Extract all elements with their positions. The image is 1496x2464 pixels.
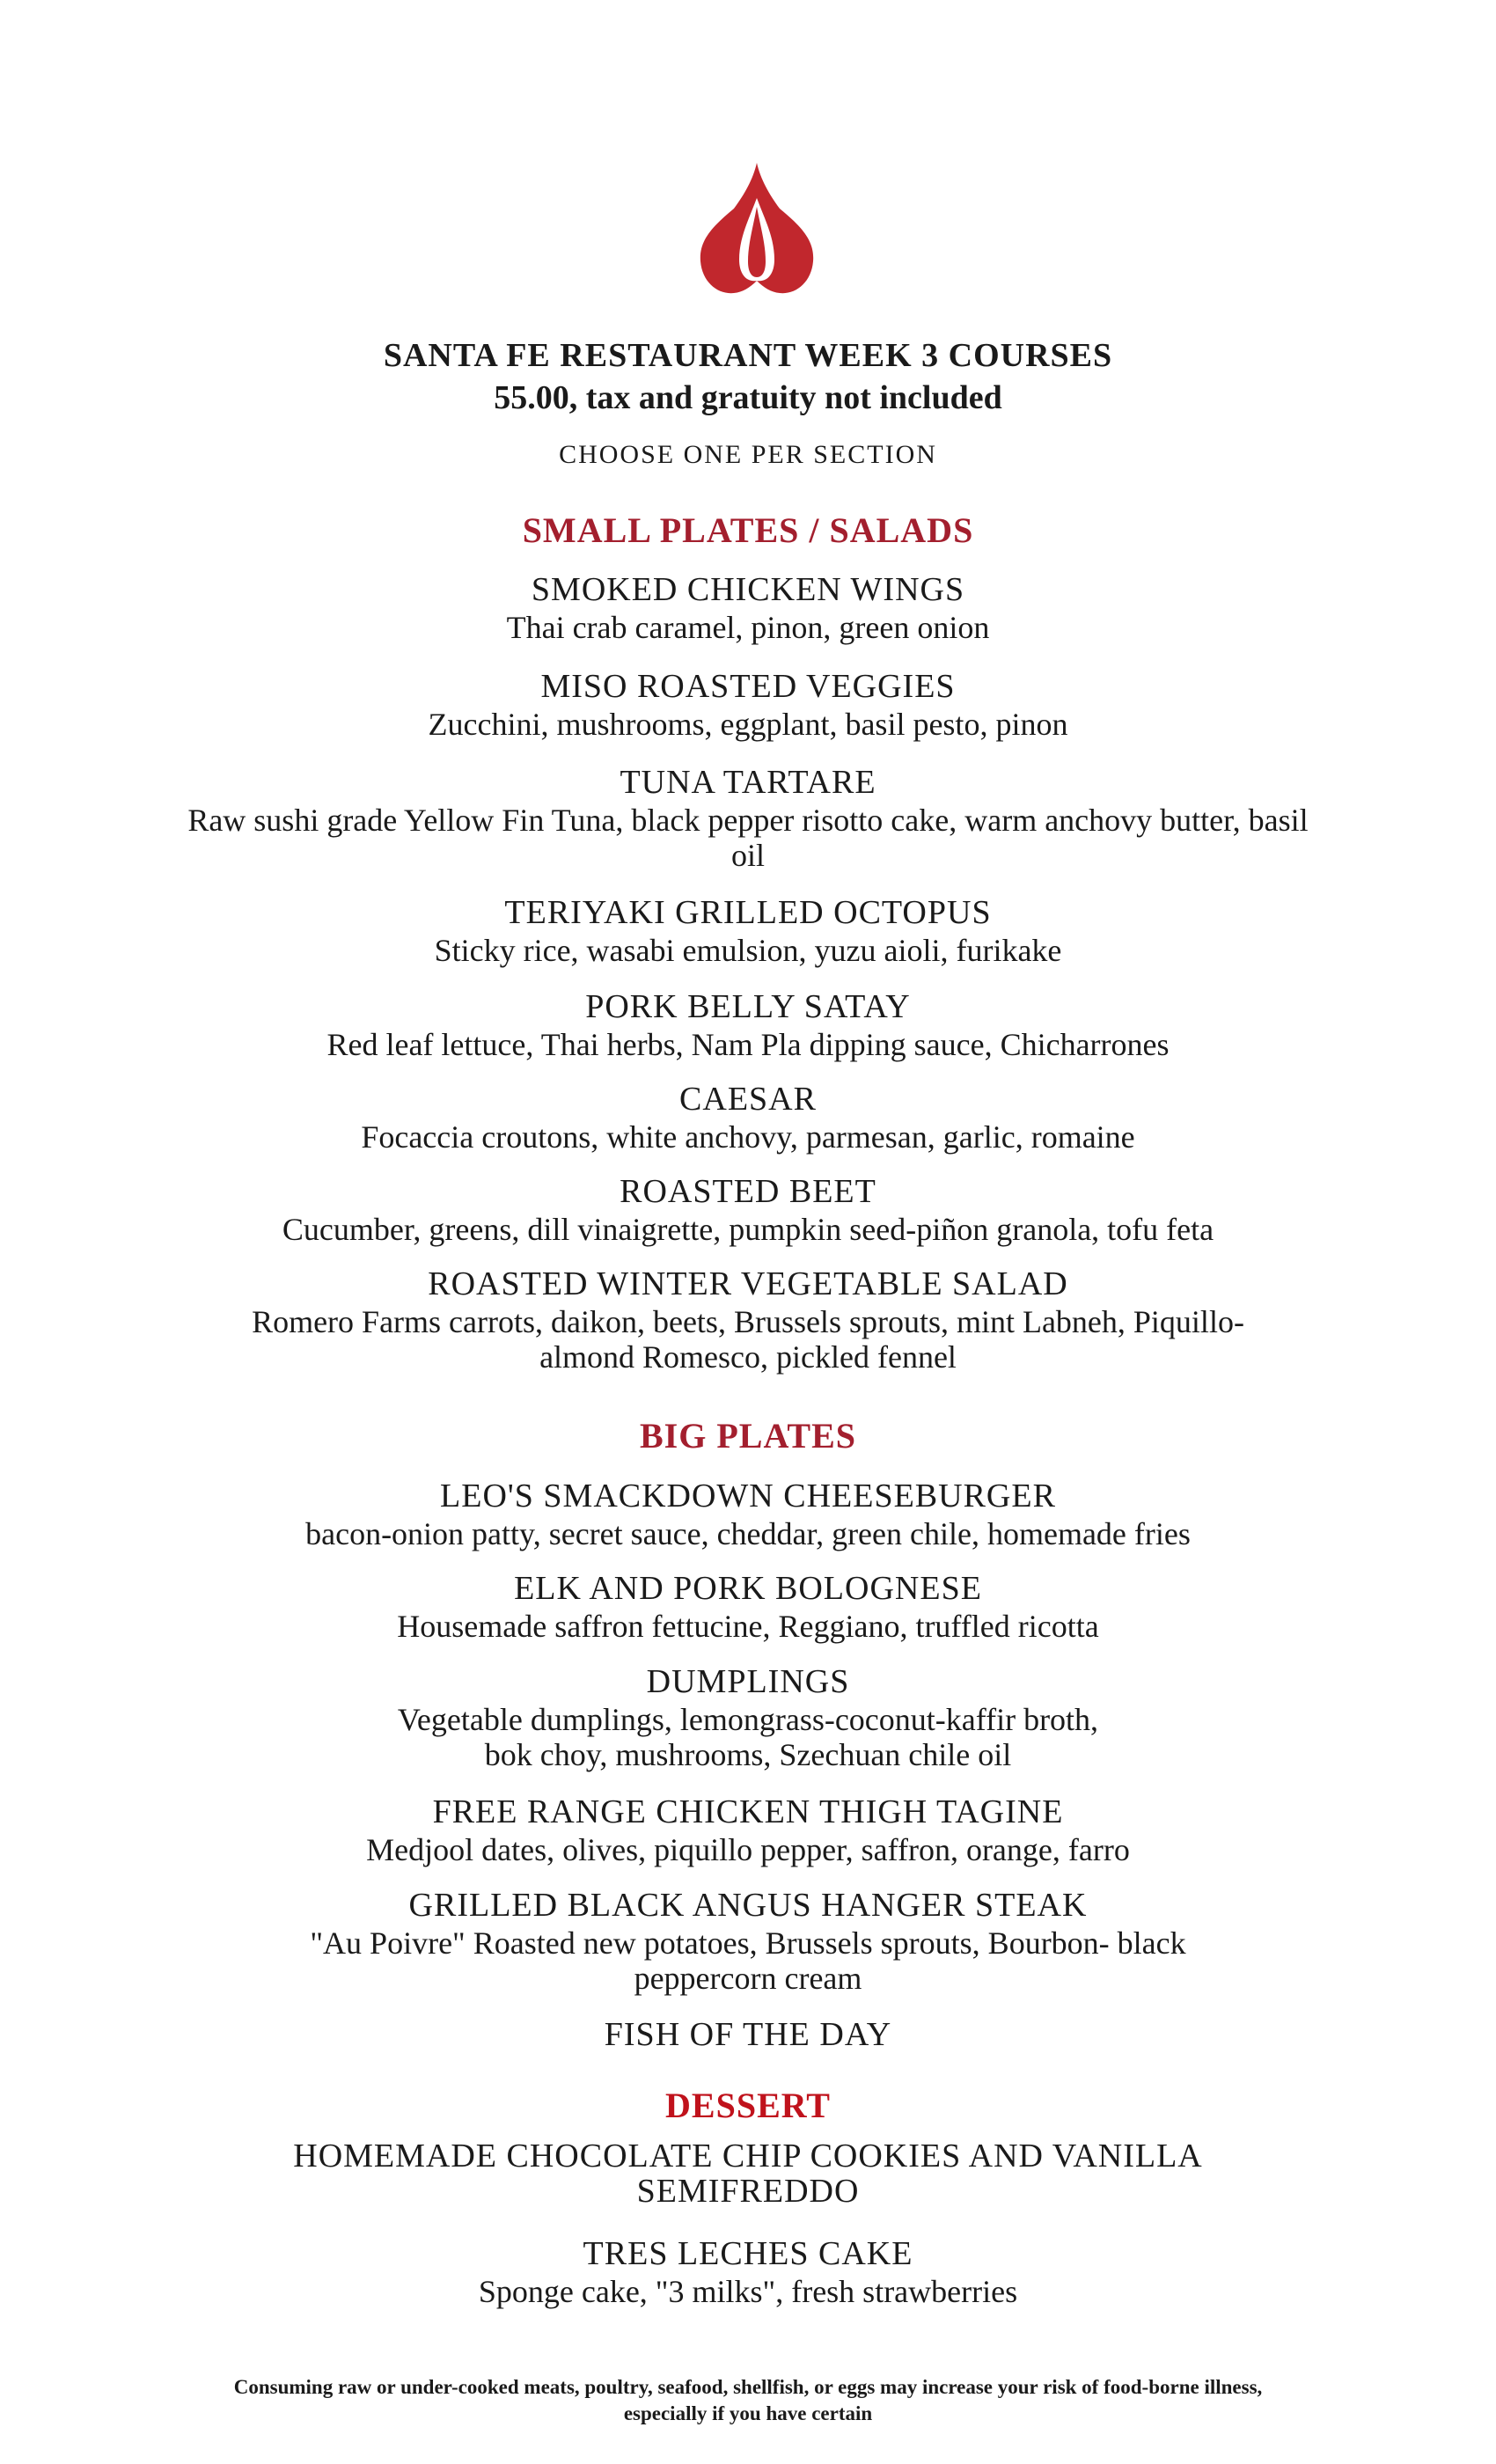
menu-instruction: CHOOSE ONE PER SECTION	[559, 440, 937, 469]
item-name: TERIYAKI GRILLED OCTOPUS	[504, 894, 992, 931]
item-description: "Au Poivre" Roasted new potatoes, Brussels sprouts, Bourbon- black peppercorn cream	[310, 1925, 1186, 1996]
menu-item	[176, 1476, 1320, 1551]
item-description: Focaccia croutons, white anchovy, parmesan, garlic, romaine	[361, 1119, 1135, 1155]
item-description: Raw sushi grade Yellow Fin Tuna, black pepper risotto cake, warm anchovy butter, basil oil	[187, 803, 1309, 873]
item-name: MISO ROASTED VEGGIES	[540, 668, 956, 705]
menu-item	[176, 1792, 1320, 1867]
health-disclaimer: Consuming raw or under-cooked meats, poultry, seafood, shellfish, or eggs may increase your risk of food-borne illness, especially if you have certain	[233, 2376, 1263, 2424]
item-description: Romero Farms carrots, daikon, beets, Brussels sprouts, mint Labneh, Piquillo-almond Romesco, pickled fennel	[252, 1304, 1244, 1375]
item-description: Zucchini, mushrooms, eggplant, basil pesto, pinon	[428, 707, 1068, 742]
section-small-plates	[176, 510, 1320, 550]
item-name: CAESAR	[679, 1081, 817, 1118]
item-description: Vegetable dumplings, lemongrass-coconut-kaffir broth, bok choy, mushrooms, Szechuan chile oil	[397, 1702, 1099, 1772]
item-name: FISH OF THE DAY	[604, 2016, 892, 2053]
menu-item	[264, 2138, 1232, 2209]
item-name: SMOKED CHICKEN WINGS	[531, 571, 965, 608]
menu-item	[176, 666, 1320, 742]
menu-item	[176, 1171, 1320, 1247]
menu-price: 55.00, tax and gratuity not included	[494, 379, 1002, 416]
item-name: ROASTED WINTER VEGETABLE SALAD	[428, 1265, 1068, 1302]
item-description: Sponge cake, "3 milks", fresh strawberries	[478, 2274, 1018, 2309]
menu-item	[387, 1661, 1109, 1772]
menu-item	[176, 2233, 1320, 2309]
section-dessert	[176, 2088, 1320, 2123]
menu-item	[176, 762, 1320, 873]
item-name: TRES LECHES CAKE	[583, 2235, 913, 2272]
item-description: Housemade saffron fettucine, Reggiano, truffled ricotta	[397, 1609, 1099, 1644]
section-title-small-plates: SMALL PLATES / SALADS	[522, 510, 974, 550]
menu-title: SANTA FE RESTAURANT WEEK 3 COURSES	[383, 337, 1113, 374]
item-name: GRILLED BLACK ANGUS HANGER STEAK	[408, 1887, 1088, 1924]
section-title-dessert: DESSERT	[665, 2086, 831, 2125]
garlic-drop-icon	[695, 163, 818, 295]
menu-item	[176, 569, 1320, 645]
menu-item	[176, 986, 1320, 1062]
menu-item	[176, 2014, 1320, 2055]
item-name: TUNA TARTARE	[620, 764, 876, 801]
item-name: HOMEMADE CHOCOLATE CHIP COOKIES AND VANILLA SEMIFREDDO	[293, 2138, 1203, 2210]
item-description: Medjool dates, olives, piquillo pepper, saffron, orange, farro	[366, 1832, 1130, 1867]
item-description: Red leaf lettuce, Thai herbs, Nam Pla dipping sauce, Chicharrones	[326, 1027, 1170, 1062]
item-description: Sticky rice, wasabi emulsion, yuzu aioli, furikake	[434, 933, 1062, 968]
menu-item	[176, 1568, 1320, 1644]
item-name: FREE RANGE CHICKEN THIGH TAGINE	[432, 1793, 1064, 1830]
item-name: ELK AND PORK BOLOGNESE	[514, 1570, 982, 1607]
menu-item	[220, 1264, 1276, 1375]
menu-item	[176, 1079, 1320, 1155]
menu-item	[264, 1885, 1232, 1996]
item-name: DUMPLINGS	[646, 1663, 850, 1700]
item-name: PORK BELLY SATAY	[585, 988, 911, 1025]
item-name: ROASTED BEET	[620, 1173, 876, 1210]
item-name: LEO'S SMACKDOWN CHEESEBURGER	[440, 1478, 1056, 1514]
section-title-big-plates: BIG PLATES	[640, 1416, 856, 1456]
menu-item	[176, 892, 1320, 968]
item-description: Thai crab caramel, pinon, green onion	[506, 610, 990, 645]
section-big-plates	[176, 1416, 1320, 1456]
item-description: Cucumber, greens, dill vinaigrette, pumpkin seed-piñon granola, tofu feta	[282, 1212, 1214, 1247]
item-description: bacon-onion patty, secret sauce, cheddar, green chile, homemade fries	[305, 1516, 1191, 1551]
